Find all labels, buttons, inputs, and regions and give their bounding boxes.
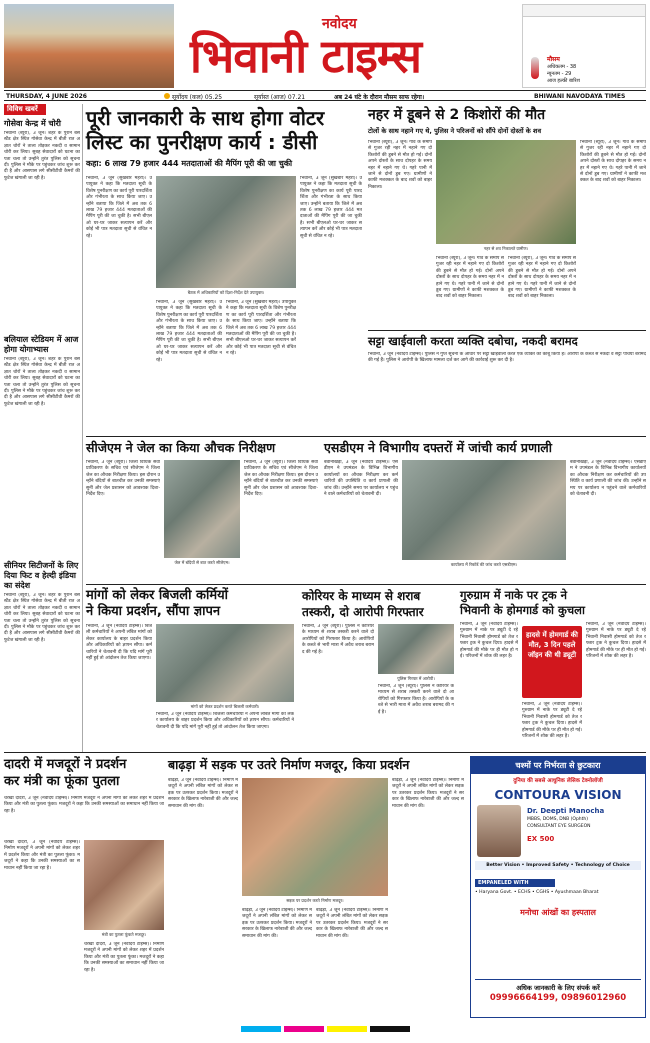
brand: BHIWANI NAVODAYA TIMES — [534, 93, 626, 100]
doctor-photo — [477, 805, 521, 857]
gurugram-body: भिवानी, 3 जून (नवोदय टाइम्स)। गुरुग्राम में नाके पर ड्यूटी दे रहे भिवानी निवासी होमगार्ड को तेज रफ्तार ट्रक ने कुचल दिया। हादसे में होमगार्ड की मौके पर ही मौत हो गई। परिजनों में शोक की लहर है। — [586, 622, 646, 660]
badhra-body: बाढ़ड़ा, 3 जून (नवोदय टाइम्स)। निर्माण मजदूरों ने अपनी लंबित मांगों को लेकर सड़क पर उतरकर प्रदर्शन किया। मजदूरों ने सरकार के खिलाफ नारेबाजी की और जल्द समाधान की मांग की। — [168, 778, 238, 809]
cjm-body: भिवानी, 3 जून (ब्यूरो)। जिला विधिक सेवा प्राधिकरण के सचिव एवं सीजेएम ने जिला जेल का औचक निरीक्षण किया। इस दौरान उन्होंने बंदियों से बातचीत कर उनकी समस्याएं सुनीं और जेल प्रशासन को आवश्यक दिशा-निर्देश दिए। — [86, 460, 160, 498]
registration-bar — [4, 1026, 646, 1034]
sun-icon — [164, 93, 170, 99]
courier-headline: कोरियर के माध्यम से शराब — [302, 589, 421, 603]
canal-body: भिवानी (ब्यूरो), 3 जून। गांव के समीप से गुजर रही नहर में नहाने गए दो किशोरों की डूबने से मौत हो गई। दोनों अपने दोस्तों के साथ दोपहर के समय नहर में नहाने गए थे। गहरे पानी में जाने से दोनों डूब गए। ग्रामीणों ने काफी मशक्कत के बाद शवों को बाहर निकाला। — [436, 256, 504, 300]
left-column — [4, 104, 80, 752]
bijli-photo-caption: मांगों को लेकर प्रदर्शन करते बिजली कर्मचारी। — [190, 704, 260, 709]
bijli-story — [86, 588, 296, 748]
nameplate: भिवानी टाइम्स — [190, 29, 421, 83]
canal-subhead: टोलों के साथ नहाने गए थे, पुलिस ने परिजनों को सौंपे दोनों दोस्तों के शव — [368, 127, 542, 135]
badhra-photo-caption: सड़क पर प्रदर्शन करते निर्माण मजदूर। — [286, 898, 344, 903]
courier-photo — [378, 624, 454, 674]
ad-degrees: MBBS, DOMS, DNB (Ophth) — [527, 817, 589, 822]
lead-photo-caption: बैठक में अधिकारियों को दिशा-निर्देश देते उपायुक्त। — [187, 290, 265, 295]
badhra-body: बाढ़ड़ा, 3 जून (नवोदय टाइम्स)। निर्माण मजदूरों ने अपनी लंबित मांगों को लेकर सड़क पर उतरकर प्रदर्शन किया। मजदूरों ने सरकार के खिलाफ नारेबाजी की और जल्द समाधान की मांग की। — [392, 778, 464, 809]
sdm-photo-caption: कार्यालय में रिकॉर्ड की जांच करते एसडीएम। — [450, 562, 518, 567]
lead-story — [86, 106, 362, 432]
lead-body: भिवानी, 3 जून (सुखबीर मेहरा)। उपायुक्त ने कहा कि मतदाता सूची के विशेष पुनरीक्षण का कार्य पूरी पारदर्शिता और गंभीरता के साथ किया जाए। उन्होंने बताया कि जिले में अब तक 6 लाख 79 हजार 444 मतदाताओं की मैपिंग पूरी की जा चुकी है। सभी बीएलओ घर-घर जाकर सत्यापन करें और कोई भी पात्र मतदाता सूची से वंचित न रहे। — [300, 176, 362, 239]
lead-headline: पूरी जानकारी के साथ होगा वोटर — [86, 106, 325, 130]
canal-body: भिवानी (ब्यूरो), 3 जून। गांव के समीप से गुजर रही नहर में नहाने गए दो किशोरों की डूबने से मौत हो गई। दोनों अपने दोस्तों के साथ दोपहर के समय नहर में नहाने गए थे। गहरे पानी में जाने से दोनों डूब गए। ग्रामीणों ने काफी मशक्कत के बाद शवों को बाहर निकाला। — [580, 140, 646, 184]
sunrise: सूर्योदय (कल) 05.25 — [172, 94, 223, 101]
ad-doctor: Dr. Deepti Manocha — [527, 807, 605, 815]
story-body: भिवानी (ब्यूरो), 3 जून। शहर के पुराने बस स्टैंड क्षेत्र स्थित गोसेवा केन्द्र में बीती रात अज्ञात चोरों ने ताला तोड़कर नकदी व सामान चोरी कर लिया। सुबह सेवादारों को घटना का पता चला तो उन्होंने तुरंत पुलिस को सूचना दी। पुलिस ने मौके पर पहुंचकर जांच शुरू कर दी है और आसपास लगे सीसीटीवी कैमरों की फुटेज खंगाली जा रही है। — [4, 131, 80, 181]
sdm-photo — [402, 460, 566, 560]
bijli-photo — [156, 624, 294, 702]
nameplate-small: नवोदय — [322, 16, 357, 32]
ad-features: Better Vision • Improved Safety • Technology of Choice — [475, 861, 641, 870]
ticker: अब 24 घंटे के दौरान मौसम साफ रहेगा। — [334, 94, 425, 101]
ad-empanel: • Haryana Govt. • ECHS • CGHS • Ayushmaan Bharat — [475, 890, 599, 895]
canal-photo-caption: नहर से शव निकालते ग्रामीण। — [483, 246, 529, 251]
lead-body: भिवानी, 3 जून (सुखबीर मेहरा)। उपायुक्त ने कहा कि मतदाता सूची के विशेष पुनरीक्षण का कार्य पूरी पारदर्शिता और गंभीरता के साथ किया जाए। उन्होंने बताया कि जिले में अब तक 6 लाख 79 हजार 444 मतदाताओं की मैपिंग पूरी की जा चुकी है। सभी बीएलओ घर-घर जाकर सत्यापन करें और कोई भी पात्र मतदाता सूची से वंचित न रहे। — [86, 176, 152, 239]
canal-body: भिवानी (ब्यूरो), 3 जून। गांव के समीप से गुजर रही नहर में नहाने गए दो किशोरों की डूबने से मौत हो गई। दोनों अपने दोस्तों के साथ दोपहर के समय नहर में नहाने गए थे। गहरे पानी में जाने से दोनों डूब गए। ग्रामीणों ने काफी मशक्कत के बाद शवों को बाहर निकाला। — [368, 140, 432, 190]
cjm-photo-caption: जेल में बंदियों से बात करते सीजेएम। — [174, 560, 230, 565]
ad-top: चश्मों पर निर्भरता से छुटकारा — [471, 757, 645, 774]
sdm-story — [324, 440, 646, 580]
story-head: बलियाल स्टेडियम में आज होगा योगाभ्यास — [4, 335, 79, 354]
story-body: भिवानी (ब्यूरो), 3 जून। शहर के पुराने बस स्टैंड क्षेत्र स्थित गोसेवा केन्द्र में बीती रात अज्ञात चोरों ने ताला तोड़कर नकदी व सामान चोरी कर लिया। सुबह सेवादारों को घटना का पता चला तो उन्होंने तुरंत पुलिस को सूचना दी। पुलिस ने मौके पर पहुंचकर जांच शुरू कर दी है और आसपास लगे सीसीटीवी कैमरों की फुटेज खंगाली जा रही है। — [4, 593, 80, 643]
ad-ex: EX 500 — [527, 835, 555, 843]
ad-phones: 09996664199, 09896012960 — [489, 993, 627, 1003]
badhra-body: बाढ़ड़ा, 3 जून (नवोदय टाइम्स)। निर्माण मजदूरों ने अपनी लंबित मांगों को लेकर सड़क पर उतरकर प्रदर्शन किया। मजदूरों ने सरकार के खिलाफ नारेबाजी की और जल्द समाधान की मांग की। — [242, 908, 312, 939]
canal-headline: नहर में डूबने से 2 किशोरों की मौत — [368, 107, 546, 123]
weather-title: मौसम — [547, 56, 560, 63]
badhra-photo — [242, 778, 388, 896]
story-body: भिवानी (ब्यूरो), 3 जून। शहर के पुराने बस स्टैंड क्षेत्र स्थित गोसेवा केन्द्र में बीती रात अज्ञात चोरों ने ताला तोड़कर नकदी व सामान चोरी कर लिया। सुबह सेवादारों को घटना का पता चला तो उन्होंने तुरंत पुलिस को सूचना दी। पुलिस ने मौके पर पहुंचकर जांच शुरू कर दी है और आसपास लगे सीसीटीवी कैमरों की फुटेज खंगाली जा रही है। — [4, 357, 80, 407]
courier-headline: तस्करी, दो आरोपी गिरफ्तार — [302, 605, 424, 619]
cjm-body: भिवानी, 3 जून (ब्यूरो)। जिला विधिक सेवा प्राधिकरण के सचिव एवं सीजेएम ने जिला जेल का औचक निरीक्षण किया। इस दौरान उन्होंने बंदियों से बातचीत कर उनकी समस्याएं सुनीं और जेल प्रशासन को आवश्यक दिशा-निर्देश दिए। — [244, 460, 318, 498]
courier-body: भिवानी, 3 जून (ब्यूरो)। पुलिस ने कोरियर के माध्यम से शराब तस्करी करने वाले दो आरोपियों को गिरफ्तार किया है। आरोपियों के कब्जे से भारी मात्रा में अवैध शराब बरामद की गई है। — [302, 624, 374, 655]
dadri-body: चरखी दादरी, 3 जून (नवोदय टाइम्स)। निर्माण मजदूरों ने अपनी मांगों को लेकर शहर में प्रदर्शन किया और मंत्री का पुतला फूंका। मजदूरों ने कहा कि उनकी समस्याओं का समाधान नहीं किया जा रहा है। — [4, 840, 80, 871]
dadri-story — [4, 756, 164, 1018]
badhra-story — [168, 756, 464, 1018]
ad-role: CONSULTANT EYE SURGEON — [527, 824, 591, 829]
badhra-body: बाढ़ड़ा, 3 जून (नवोदय टाइम्स)। निर्माण मजदूरों ने अपनी लंबित मांगों को लेकर सड़क पर उतरकर प्रदर्शन किया। मजदूरों ने सरकार के खिलाफ नारेबाजी की और जल्द समाधान की मांग की। — [316, 908, 388, 939]
sdm-body: बवानीखेड़ा, 3 जून (नवोदय टाइम्स)। एसडीएम ने उपमंडल के विभिन्न विभागीय कार्यालयों का औचक निरीक्षण कर कर्मचारियों की उपस्थिति व कार्य प्रणाली की जांच की। उन्होंने समय पर कार्यालय न पहुंचने वाले कर्मचारियों को चेतावनी दी। — [324, 460, 398, 498]
cjm-headline: सीजेएम ने जेल का किया औचक निरीक्षण — [86, 440, 276, 455]
ad-empanel-head: EMPANELED WITH — [475, 879, 555, 887]
story-head: सीनियर सिटीजनों के लिए दिया फिट व हेल्दी इंडिया का संदेश — [4, 561, 79, 590]
courier-photo-caption: पुलिस गिरफ्त में आरोपी। — [397, 676, 435, 681]
gurugram-story — [460, 588, 646, 748]
eye-hospital-ad — [470, 756, 646, 1018]
satta-headline: सट्टा खाईवाली करता व्यक्ति दबोचा, नकदी बरामद — [368, 334, 578, 348]
canal-photo — [436, 140, 576, 244]
weather-item: आज हल्की बारिश — [547, 78, 580, 84]
cjm-story — [86, 440, 318, 580]
satta-body: भिवानी, 3 जून (नवोदय टाइम्स)। पुलिस ने गुप्त सूचना के आधार पर सट्टा खाईवाली करते एक व्यक्ति को काबू किया है। आरोपी के कब्जे से नकदी व सट्टा पर्चियां बरामद की गई हैं। पुलिस ने आरोपी के खिलाफ मामला दर्ज कर आगे की कार्रवाई शुरू कर दी है। — [368, 352, 646, 364]
satta-story — [368, 334, 646, 434]
sunset: सूर्यास्त (आज) 07.21 — [254, 94, 306, 101]
ad-hospital: मनोचा आंखों का हस्पताल — [520, 908, 596, 917]
badhra-headline: बाढ़ड़ा में सड़क पर उतरे निर्माण मजदूर, किया प्रदर्शन — [168, 757, 410, 772]
weather-item: न्यूनतम - 29 — [547, 71, 572, 77]
gurugram-headline: भिवानी के होमगार्ड को कुचला — [460, 603, 585, 617]
temple-photo — [4, 4, 174, 88]
section-label: विविध खबरें — [4, 104, 46, 115]
ad-brand: CONTOURA VISION — [494, 788, 622, 802]
courier-story — [302, 588, 454, 748]
gurugram-box-text: हादसे में होमगार्ड की मौत, 3 दिन पहले जॉइन की थी ड्यूटी — [526, 631, 578, 659]
canal-body: भिवानी (ब्यूरो), 3 जून। गांव के समीप से गुजर रही नहर में नहाने गए दो किशोरों की डूबने से मौत हो गई। दोनों अपने दोस्तों के साथ दोपहर के समय नहर में नहाने गए थे। गहरे पानी में जाने से दोनों डूब गए। ग्रामीणों ने काफी मशक्कत के बाद शवों को बाहर निकाला। — [508, 256, 576, 300]
bijli-headline: मांगों को लेकर बिजली कर्मियों — [86, 588, 229, 603]
dadri-photo-caption: मंत्री का पुतला फूंकते मजदूर। — [101, 932, 147, 937]
dadri-body: चरखी दादरी, 3 जून (नवोदय टाइम्स)। निर्माण मजदूरों ने अपनी मांगों को लेकर शहर में प्रदर्शन किया और मंत्री का पुतला फूंका। मजदूरों ने कहा कि उनकी समस्याओं का समाधान नहीं किया जा रहा है। — [84, 942, 164, 973]
courier-body: भिवानी, 3 जून (ब्यूरो)। पुलिस ने कोरियर के माध्यम से शराब तस्करी करने वाले दो आरोपियों को गिरफ्तार किया है। आरोपियों के कब्जे से भारी मात्रा में अवैध शराब बरामद की गई है। — [378, 684, 454, 715]
masthead — [0, 0, 650, 90]
dateline-bar — [4, 90, 646, 101]
thermometer-icon — [531, 57, 539, 79]
lead-body: भिवानी, 3 जून (सुखबीर मेहरा)। उपायुक्त ने कहा कि मतदाता सूची के विशेष पुनरीक्षण का कार्य पूरी पारदर्शिता और गंभीरता के साथ किया जाए। उन्होंने बताया कि जिले में अब तक 6 लाख 79 हजार 444 मतदाताओं की मैपिंग पूरी की जा चुकी है। सभी बीएलओ घर-घर जाकर सत्यापन करें और कोई भी पात्र मतदाता सूची से वंचित न रहे। — [156, 300, 222, 363]
dadri-body: चरखी दादरी, 3 जून (नवोदय टाइम्स)। निर्माण मजदूरों ने अपनी मांगों को लेकर शहर में प्रदर्शन किया और मंत्री का पुतला फूंका। मजदूरों ने कहा कि उनकी समस्याओं का समाधान नहीं किया जा रहा है। — [4, 796, 164, 814]
gurugram-body: भिवानी, 3 जून (नवोदय टाइम्स)। गुरुग्राम में नाके पर ड्यूटी दे रहे भिवानी निवासी होमगार्ड को तेज रफ्तार ट्रक ने कुचल दिया। हादसे में होमगार्ड की मौके पर ही मौत हो गई। परिजनों में शोक की लहर है। — [460, 622, 518, 660]
story-head: गोसेवा केन्द्र में चोरी — [4, 119, 62, 128]
weather-item: अधिकतम - 38 — [547, 64, 577, 70]
lead-subhead: कहा: 6 लाख 79 हजार 444 मतदाताओं की मैपिंग पूरी की जा चुकी — [86, 159, 293, 168]
cjm-photo — [164, 460, 240, 558]
date: THURSDAY, 4 JUNE 2026 — [6, 93, 87, 100]
bijli-body: भिवानी, 3 जून (नवोदय टाइम्स)। बिजली कर्मचारियों ने अपनी लंबित मांगों को लेकर कार्यालय के बाहर प्रदर्शन किया और अधिकारियों को ज्ञापन सौंपा। कर्मचारियों ने चेतावनी दी कि यदि मांगें पूरी नहीं हुई तो आंदोलन तेज किया जाएगा। — [156, 712, 294, 730]
bijli-body: भिवानी, 3 जून (नवोदय टाइम्स)। बिजली कर्मचारियों ने अपनी लंबित मांगों को लेकर कार्यालय के बाहर प्रदर्शन किया और अधिकारियों को ज्ञापन सौंपा। कर्मचारियों ने चेतावनी दी कि यदि मांगें पूरी नहीं हुई तो आंदोलन तेज किया जाएगा। — [86, 624, 152, 662]
weather-box — [522, 4, 646, 88]
ad-sub: दुनिया की सबसे आधुनिक लेसिक टेक्नोलॉजी — [513, 778, 603, 784]
gurugram-headline: गुरुग्राम में नाके पर ट्रक ने — [460, 588, 568, 602]
ad-footer-line: अधिक जानकारी के लिए संपर्क करें — [475, 979, 641, 992]
dadri-headline: दादरी में मजदूरों ने प्रदर्शन — [4, 757, 127, 772]
lead-photo — [156, 176, 296, 288]
canal-story — [368, 106, 646, 328]
lead-headline: लिस्ट का पुनरीक्षण कार्य : डीसी — [86, 130, 318, 154]
gurugram-body: भिवानी, 3 जून (नवोदय टाइम्स)। गुरुग्राम में नाके पर ड्यूटी दे रहे भिवानी निवासी होमगार्ड को तेज रफ्तार ट्रक ने कुचल दिया। हादसे में होमगार्ड की मौके पर ही मौत हो गई। परिजनों में शोक की लहर है। — [522, 702, 582, 740]
dadri-headline: कर मंत्री का फूंका पुतला — [4, 774, 120, 789]
gurugram-box — [522, 626, 582, 698]
sdm-body: बवानीखेड़ा, 3 जून (नवोदय टाइम्स)। एसडीएम ने उपमंडल के विभिन्न विभागीय कार्यालयों का औचक निरीक्षण कर कर्मचारियों की उपस्थिति व कार्य प्रणाली की जांच की। उन्होंने समय पर कार्यालय न पहुंचने वाले कर्मचारियों को चेतावनी दी। — [570, 460, 646, 498]
bijli-headline: ने किया प्रदर्शन, सौंपा ज्ञापन — [86, 604, 221, 619]
sdm-headline: एसडीएम ने विभागीय दफ्तरों में जांची कार्य प्रणाली — [324, 440, 553, 455]
dadri-photo — [84, 840, 164, 930]
lead-body: भिवानी, 3 जून (सुखबीर मेहरा)। उपायुक्त ने कहा कि मतदाता सूची के विशेष पुनरीक्षण का कार्य पूरी पारदर्शिता और गंभीरता के साथ किया जाए। उन्होंने बताया कि जिले में अब तक 6 लाख 79 हजार 444 मतदाताओं की मैपिंग पूरी की जा चुकी है। सभी बीएलओ घर-घर जाकर सत्यापन करें और कोई भी पात्र मतदाता सूची से वंचित न रहे। — [226, 300, 296, 357]
